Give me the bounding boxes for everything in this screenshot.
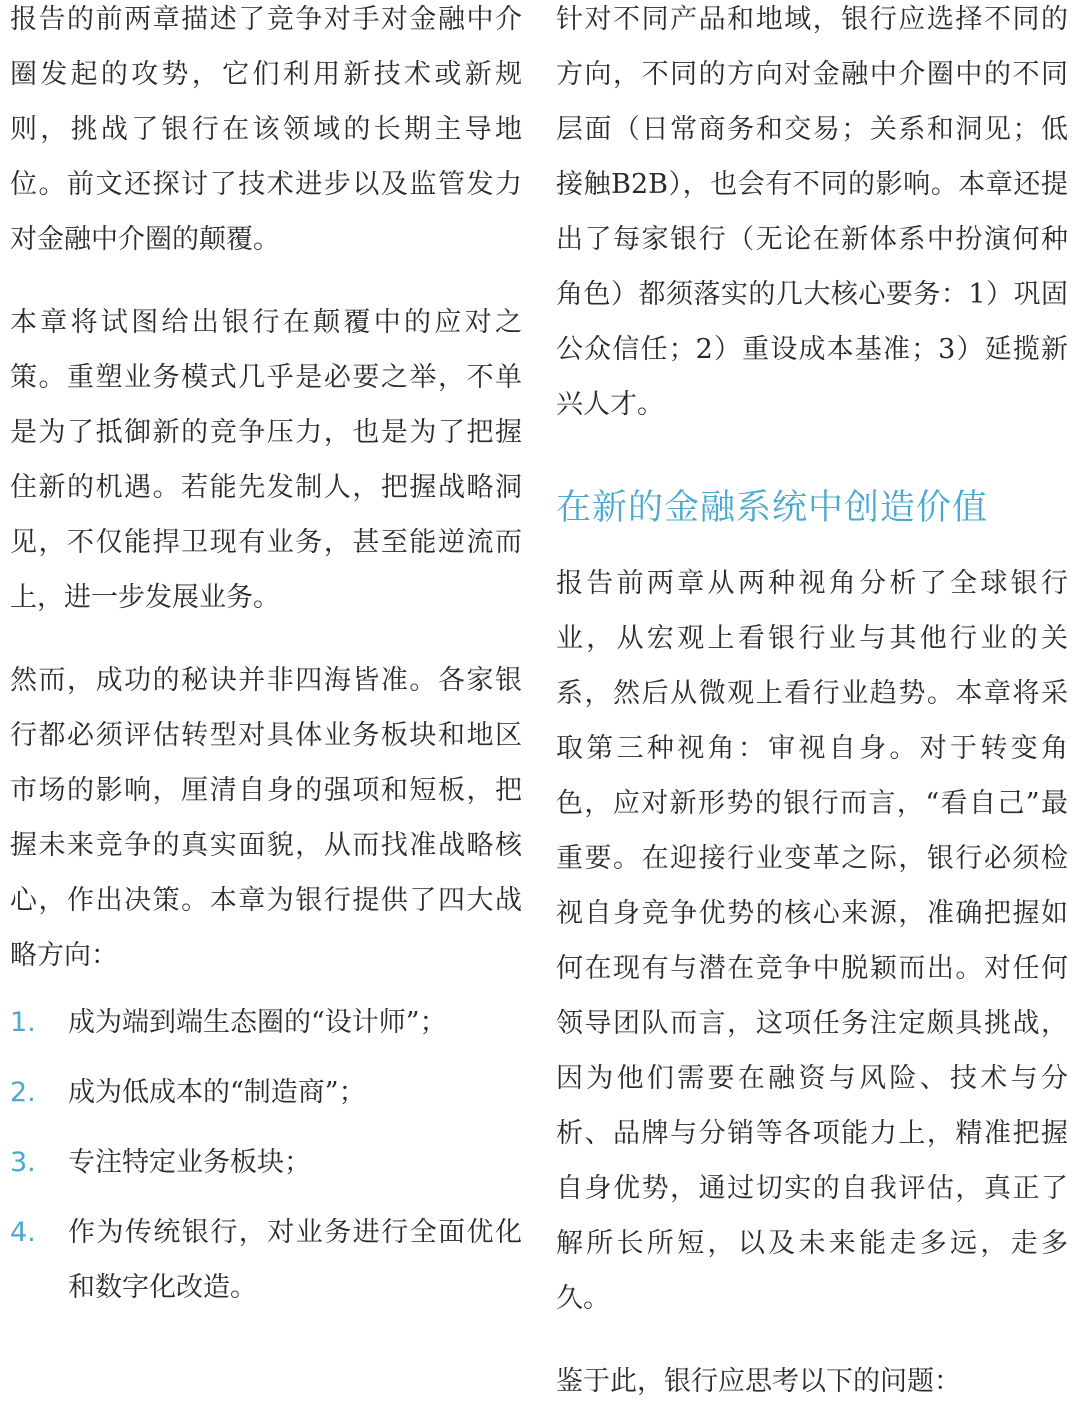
intro-paragraph: 针对不同产品和地域，银行应选择不同的方向，不同的方向对金融中介圈中的不同层面（日常商务和交易；关系和洞见；低接触B2B），也会有不同的影响。本章还提出了每家银行（无论在新体系中扮演何种角色）都须落实的几大核心要务：1）巩固公众信任；2）重设成本基准；3）延揽新兴人才。 [556,4,1068,420]
section-heading: 在新的金融系统中创造价值 [556,488,989,528]
list-number: 4. [10,1217,36,1248]
list-item [10,995,522,1050]
body-paragraph: 鉴于此，银行应思考以下的问题： [556,1366,961,1397]
list-text: 成为低成本的“制造商”； [68,1077,366,1108]
left-column [10,0,522,1330]
right-column [556,0,1068,1409]
list-number: 2. [10,1077,36,1108]
body-paragraph: 本章将试图给出银行在颠覆中的应对之策。重塑业务模式几乎是必要之举，不单是为了抵御新的竞争压力，也是为了把握住新的机遇。若能先发制人，把握战略洞见，不仅能捍卫现有业务，甚至能逆流而上，进一步发展业务。 [10,307,522,613]
list-number: 1. [10,1007,36,1038]
list-text: 专注特定业务板块； [68,1147,311,1178]
list-item [10,1135,522,1190]
body-paragraph: 报告的前两章描述了竞争对手对金融中介圈发起的攻势，它们利用新技术或新规则，挑战了银行在该领域的长期主导地位。前文还探讨了技术进步以及监管发力对金融中介圈的颠覆。 [10,4,522,255]
list-text: 作为传统银行，对业务进行全面优化和数字化改造。 [68,1217,522,1303]
body-paragraph: 然而，成功的秘诀并非四海皆准。各家银行都必须评估转型对具体业务板块和地区市场的影响，厘清自身的强项和短板，把握未来竞争的真实面貌，从而找准战略核心，作出决策。本章为银行提供了四大战略方向： [10,665,522,971]
list-item [10,1065,522,1120]
strategy-list [10,995,522,1315]
list-text: 成为端到端生态圈的“设计师”； [68,1007,447,1038]
list-item [10,1205,522,1315]
list-number: 3. [10,1147,36,1178]
body-paragraph: 报告前两章从两种视角分析了全球银行业，从宏观上看银行业与其他行业的关系，然后从微观上看行业趋势。本章将采取第三种视角：审视自身。对于转变角色，应对新形势的银行而言，“看自己”最重要。在迎接行业变革之际，银行必须检视自身竞争优势的核心来源，准确把握如何在现有与潜在竞争中脱颖而出。对任何领导团队而言，这项任务注定颇具挑战，因为他们需要在融资与风险、技术与分析、品牌与分销等各项能力上，精准把握自身优势，通过切实的自我评估，真正了解所长所短，以及未来能走多远，走多久。 [556,568,1068,1314]
